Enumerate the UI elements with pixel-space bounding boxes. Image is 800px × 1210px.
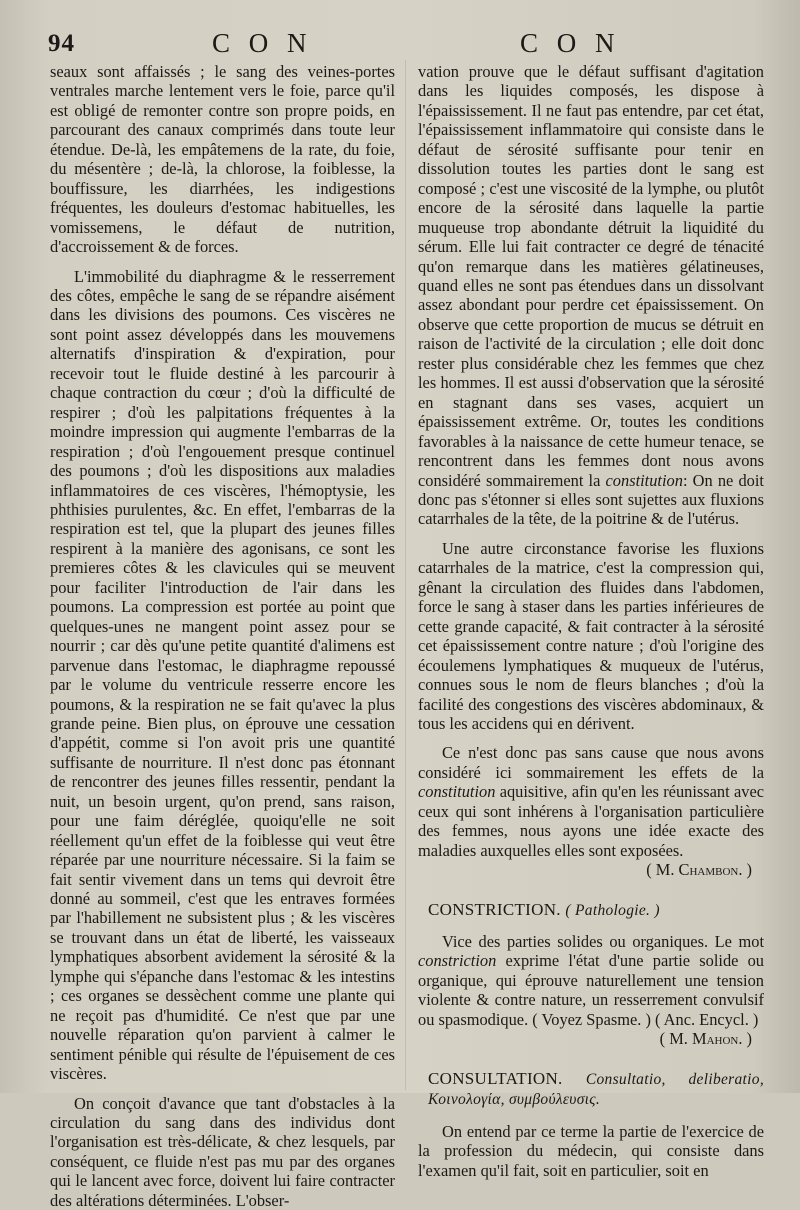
running-head-right: C O N xyxy=(520,28,621,58)
author-signature: ( M. Mahon. ) xyxy=(659,1029,752,1049)
running-head-left: C O N xyxy=(212,28,313,58)
article-heading xyxy=(428,900,764,920)
text-run: Ce n'est donc pas sans cause que nous avons considéré ici sommairement les effets de la xyxy=(418,743,764,782)
left-column xyxy=(50,62,395,1210)
paragraph xyxy=(418,932,764,1029)
italic-term: constitution xyxy=(418,782,496,802)
paragraph: Une autre circonstance favorise les fluxions catarrhales de la matrice, c'est la compression qui, gênant la circulation des fluides dans l'abdomen, force le sang à staser dans les parties inférieures de cette grande capacité, & fait contracter à la sérosité cet épaississement contre nature ; d'où l'origine des écoulemens lymphatiques & muqueux de l'utérus, connues sous le nom de fleurs blanches ; d'où la facilité des congestions des viscères abdominaux, & tous les accidens qui en dérivent. xyxy=(418,538,764,733)
paragraph: On entend par ce terme la partie de l'exercice de la profession du médecin, qui consiste dans l'examen qu'il fait, soit en particulier, soit en xyxy=(418,1121,764,1180)
text-run: vation prouve que le défaut suffisant d'agitation dans les liquides composés, les dispose à l'épaississement. Il ne faut pas entendre, par cet état, l'épaississement inflammatoire qui consiste dans le défaut de sérosité suffisante pour tenir en dissolution toutes les parties dont le sang est composé ; c'est une viscosité de la lymphe, ou plutôt encore de la sérosité dans laquelle la partie muqueuse trop abondante détruit la liquidité du sérum. Elle lui fait contracter ce degré de ténacité qu'on remarque dans les matières gélatineuses, quand elles ne sont pas étendues dans un dissolvant assez abondant pour perdre cet épaississement. On observe que cette proportion de mucus se détruit en raison de l'activité de la circulation ; elle doit donc rester plus considérable chez les femmes que chez les hommes. Il est aussi d'observation que la sérosité en stagnant dans ses vases, acquiert un épaississement extrême. Or, toutes les conditions favorables à la naissance de cette humeur tenace, se rencontrent dans les femmes dont nous avons considéré sommairement la xyxy=(418,62,764,490)
heading-title: CONSULTATION. xyxy=(428,1068,563,1088)
text-run: aquisitive, afin qu'en les réunissant avec ceux qui sont inhérens à l'organisation particulière des femmes, nous ayons une idée exacte des maladies auxquelles elles sont exposées. xyxy=(418,782,764,860)
page-header xyxy=(0,26,800,60)
italic-term: constriction xyxy=(418,951,497,971)
author-signature: ( M. Chambon. ) xyxy=(646,860,752,880)
paragraph: seaux sont affaissés ; le sang des veines-portes ventrales marche lentement vers le foie, parce qu'il est obligé de remonter contre son propre poids, en parcourant des canaux comprimés dans toute leur étendue. De-là, les empâtemens de la rate, du foie, du mésentère ; de-là, la chlorose, la foiblesse, la bouffissure, les diarrhées, les indigestions fréquentes, les douleurs d'estomac habituelles, les vomissemens, le défaut de nutrition, d'accroissement & de forces. xyxy=(50,62,395,257)
paragraph xyxy=(418,743,764,860)
heading-subtitle: ( Pathologie. ) xyxy=(565,901,660,919)
article-heading xyxy=(428,1069,764,1110)
paragraph xyxy=(418,62,764,529)
text-run: Vice des parties solides ou organiques. Le mot xyxy=(442,932,764,952)
paragraph: On conçoit d'avance que tant d'obstacles à la circulation du sang dans des individus dont l'organisation est très-délicate, & chez lesquels, par conséquent, ce fluide n'est pas mu par des organes qui le lancent avec force, doivent lui faire contracter des altérations déterminées. L'obser- xyxy=(50,1093,395,1210)
paragraph: L'immobilité du diaphragme & le resserrement des côtes, empêche le sang de se répandre aisément dans les divisions des poumons. Ces viscères ne sont point assez développés dans les mouvemens alternatifs d'inspiration & d'expiration, pour recevoir tout le fluide destiné à les parcourir à chaque contraction du cœur ; d'où la difficulté de respirer ; d'où les palpitations fréquentes à la moindre impression qui augmente l'embarras de la respiration ; d'où l'engouement presque continuel des poumons ; d'où les dispositions aux maladies inflammatoires de ces viscères, l'hémoptysie, les phthisies purulentes, &c. En effet, l'embarras de la respiration est tel, que la plupart des jeunes filles respirent à la manière des agonisans, ce sont les premieres côtes & les clavicules qui se meuvent pour faciliter l'introduction de l'air dans les poumons. La compression est portée au point que quelques-unes ne mangent point assez pour se nourrir ; car dès qu'une petite quantité d'alimens est parvenue dans l'estomac, le diaphragme repoussé par le volume du ventricule resserre encore les poumons, & la respiration ne se fait qu'avec la plus grande peine. Bien plus, on éprouve une cessation d'appétit, comme si l'on avoit pris une quantité suffisante de nourriture. Il n'est donc pas étonnant de rencontrer des jeunes filles ressentir, pendant la nuit, un besoin urgent, qu'on prend, sans raison, pour une faim déréglée, quoiqu'elle ne soit réellement qu'un effet de la foiblesse qui veut être réparée par une nourriture nécessaire. Si la faim se fait sentir vivement dans un tems qui devroit être donné au sommeil, c'est que les entraves formées par l'habillement ne subsistent plus ; & les viscères se trouvant dans un état de liberté, les vaisseaux lymphatiques absorbent avidement la sérosité & la lymphe qui s'épanche dans l'estomac & les intestins ; ces organes se dessèchent comme une plante qui ne reçoit pas d'humidité. Ce n'est que par une nouvelle réparation qu'on parvient à calmer le sentiment pénible qui résulte de l'épuisement de ces viscères. xyxy=(50,266,395,1084)
text-run: exprime l'état d'une partie solide ou organique, qui éprouve naturellement une tension violente & contre nature, un resserrement convulsif ou spasmodique. ( Voyez Spasme. ) ( Anc. Encycl. ) xyxy=(418,951,764,1029)
page-number: 94 xyxy=(48,30,75,57)
right-column xyxy=(418,62,764,1180)
column-gutter xyxy=(405,60,406,1090)
heading-subtitle: Consultatio, deliberatio, Κοινολογία, συμβούλευσις. xyxy=(428,1070,764,1109)
italic-term: constitution xyxy=(605,470,683,490)
heading-title: CONSTRICTION. xyxy=(428,899,561,919)
text-run: : On ne doit donc pas s'étonner si elles sont sujettes aux fluxions catarrhales de la tête, de la poitrine & de l'utérus. xyxy=(418,470,764,529)
